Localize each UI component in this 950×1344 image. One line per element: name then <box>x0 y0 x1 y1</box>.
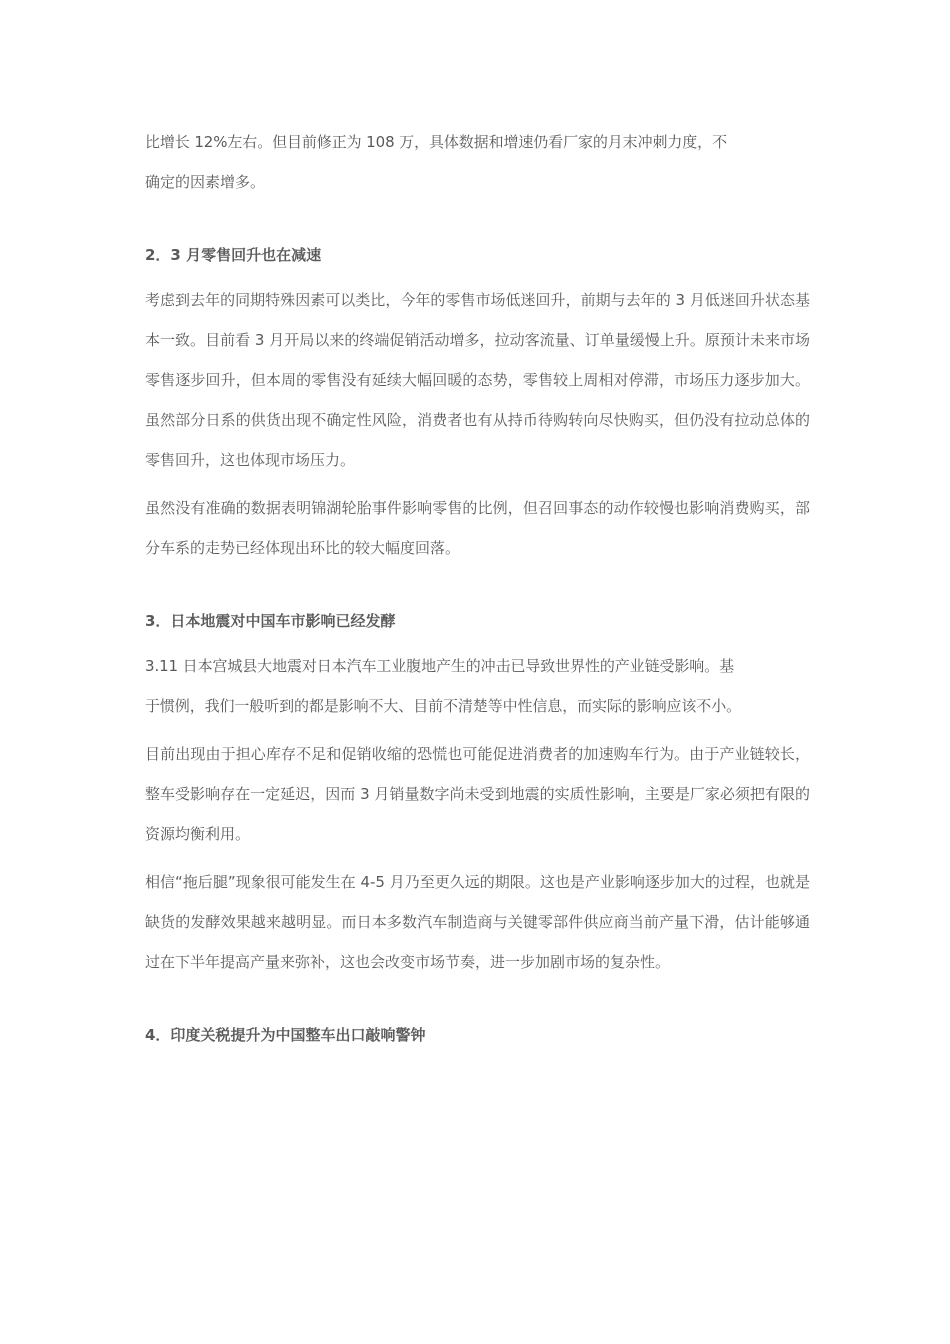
intro-line-1: 比增长 12%左右。但目前修正为 108 万，具体数据和增速仍看厂家的月末冲刺力度，不 <box>145 133 727 151</box>
section-2-heading: 2．3 月零售回升也在减速 <box>145 246 322 264</box>
section-3-paragraph-2: 目前出现由于担心库存不足和促销收缩的恐慌也可能促进消费者的加速购车行为。由于产业链较长，整车受影响存在一定延迟，因而 3 月销量数字尚未受到地震的实质性影响，主要是厂家必须把有限的资源均衡利用。 <box>145 745 810 843</box>
section-3-paragraph-1 <box>145 646 810 726</box>
section-2-paragraph-2: 虽然没有准确的数据表明锦湖轮胎事件影响零售的比例，但召回事态的动作较慢也影响消费购买，部分车系的走势已经体现出环比的较大幅度回落。 <box>145 499 810 557</box>
intro-line-2: 确定的因素增多。 <box>145 173 266 191</box>
section-2-paragraph-1: 考虑到去年的同期特殊因素可以类比，今年的零售市场低迷回升，前期与去年的 3 月低迷回升状态基本一致。目前看 3 月开局以来的终端促销活动增多，拉动客流量、订单量缓慢上升。原预计未来市场零售逐步回升，但本周的零售没有延续大幅回暖的态势，零售较上周相对停滞，市场压力逐步加大。虽然部分日系的供货出现不确定性风险，消费者也有从持币待购转向尽快购买，但仍没有拉动总体的零售回升，这也体现市场压力。 <box>145 291 810 469</box>
section-3-paragraph-1-line-1: 3.11 日本宫城县大地震对日本汽车工业腹地产生的冲击已导致世界性的产业链受影响。基 <box>145 657 734 675</box>
section-4-heading: 4．印度关税提升为中国整车出口敲响警钟 <box>145 1026 426 1044</box>
section-3-paragraph-1-line-2: 于惯例，我们一般听到的都是影响不大、目前不清楚等中性信息，而实际的影响应该不小。 <box>145 697 742 715</box>
document-body <box>145 122 810 1060</box>
section-3-heading: 3．日本地震对中国车市影响已经发酵 <box>145 612 396 630</box>
section-3-paragraph-3: 相信“拖后腿”现象很可能发生在 4-5 月乃至更久远的期限。这也是产业影响逐步加大的过程，也就是缺货的发酵效果越来越明显。而日本多数汽车制造商与关键零部件供应商当前产量下滑，估计能够通过在下半年提高产量来弥补，这也会改变市场节奏，进一步加剧市场的复杂性。 <box>145 873 810 971</box>
intro-paragraph <box>145 122 810 202</box>
